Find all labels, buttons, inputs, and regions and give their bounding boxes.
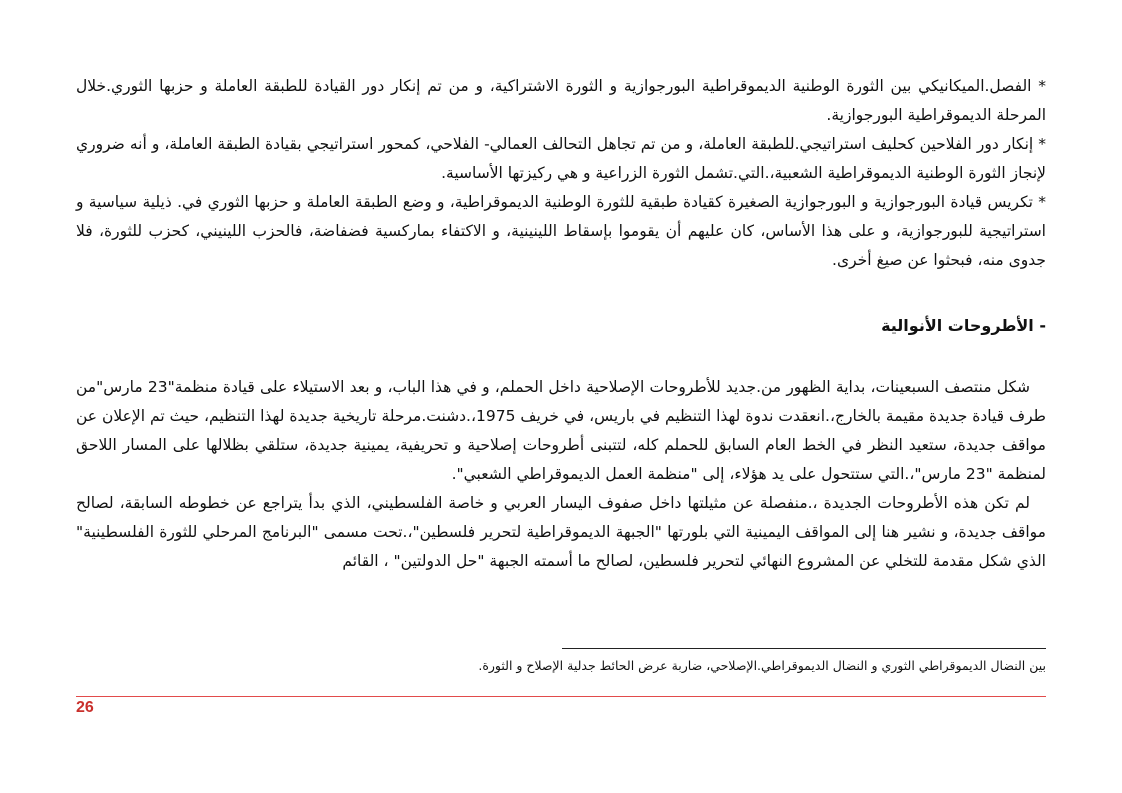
footnote-divider [562, 648, 1046, 649]
bullet-paragraph: * تكريس قيادة البورجوازية و البورجوازية الصغيرة كقيادة طبقية للثورة الوطنية الديموقراطية، و وضع الطبقة العاملة و حزبها الثوري في. ذيلية سياسية و استراتيجية للبورجوازية، و على هذا الأساس، كان عليهم أن يقوموا بإسقاط اللينينية، و الاكتفاء بماركسية فضفاضة، فالحزب اللينيني، كحزب للثورة، فلا جدوى منه، فبحثوا عن صيغ أخرى. [76, 193, 1046, 269]
page-footer-rule [76, 696, 1046, 697]
body-text-top [76, 72, 1046, 275]
body-text-bottom [76, 373, 1046, 576]
document-page [76, 72, 1047, 716]
body-paragraph: شكل منتصف السبعينات، بداية الظهور من.جديد للأطروحات الإصلاحية داخل الحملم، و في هذا الباب، و بعد الاستيلاء على قيادة منظمة"23 مارس"من طرف قيادة جديدة مقيمة بالخارج،.انعقدت ندوة لهذا التنظيم في باريس، في خريف 1975،.دشنت.مرحلة تاريخية جديدة لهذا التنظيم، حيث تم الإعلان عن مواقف جديدة، ستعيد النظر في الخط العام السابق للحملم كله، لتتبنى أطروحات إصلاحية و تحريفية، يمينية جديدة، ستلقي بظلالها على المسار اللاحق لمنظمة "23 مارس"،.التي ستتحول على يد هؤلاء، إلى "منظمة العمل الديموقراطي الشعبي". [76, 378, 1047, 483]
page-number: 26 [76, 699, 94, 716]
footnote-text: بين النضال الديموقراطي الثوري و النضال الديموقراطي.الإصلاحي، ضاربة عرض الحائط جدلية الإصلاح و الثورة. [478, 658, 1046, 673]
bullet-paragraph: * إنكار دور الفلاحين كحليف استراتيجي.للطبقة العاملة، و من تم تجاهل التحالف العمالي- الفلاحي، كمحور استراتيجي بقيادة الطبقة العاملة، و أنه ضروري لإنجاز الثورة الوطنية الديموقراطية الشعبية،.التي.تشمل الثورة الزراعية و هي ركيزتها الأساسية. [76, 135, 1046, 182]
section-heading: - الأطروحات الأنوالية [881, 316, 1046, 335]
body-paragraph: لم تكن هذه الأطروحات الجديدة ،.منفصلة عن مثيلتها داخل صفوف اليسار العربي و خاصة الفلسطيني، الذي بدأ يتراجع عن خطوطه السابقة، لصالح مواقف جديدة، و نشير هنا إلى المواقف اليمينية التي بلورتها "الجبهة الديموقراطية لتحرير فلسطين"،.تحت مسمى "البرنامج المرحلي للثورة الفلسطينية" الذي شكل مقدمة للتخلي عن المشروع النهائي لتحرير فلسطين، لصالح ما أسمته الجبهة "حل الدولتين" ، القائم [76, 494, 1046, 570]
bullet-paragraph: * الفصل.الميكانيكي بين الثورة الوطنية الديموقراطية البورجوازية و الثورة الاشتراكية، و من تم إنكار دور القيادة للطبقة العاملة و حزبها الثوري.خلال المرحلة الديموقراطية البورجوازية. [76, 77, 1046, 124]
